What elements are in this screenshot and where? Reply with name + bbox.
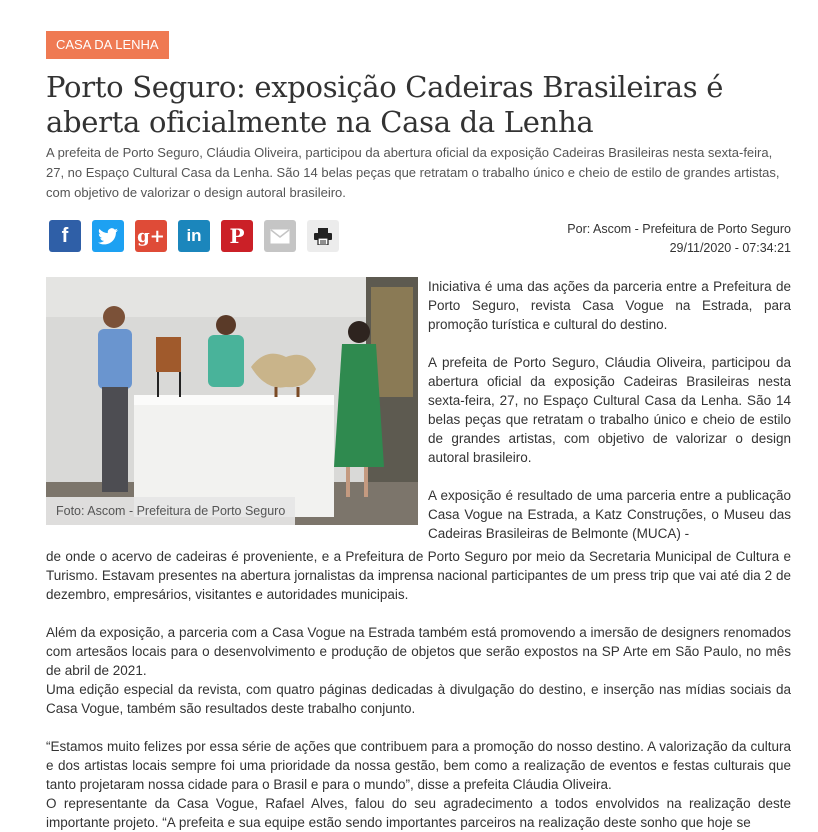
article-meta: [567, 220, 791, 258]
body-paragraph: O representante da Casa Vogue, Rafael Alves, falou do seu agradecimento a todos envolvidos na realização deste importante projeto. “A prefeita e sua equipe estão sendo importantes parceiros na realização deste sonho que hoje se: [46, 796, 791, 830]
linkedin-icon: in: [186, 226, 202, 245]
email-share-button[interactable]: [264, 220, 296, 252]
twitter-icon: [98, 228, 118, 245]
article-photo[interactable]: [46, 277, 418, 525]
envelope-icon: [270, 229, 290, 244]
body-paragraph: Além da exposição, a parceria com a Casa Vogue na Estrada também está promovendo a imersão de designers renomados com artesãos locais para o desenvolvimento e produção de objetos que serão expostos na SP Arte em São Paulo, no mês de abril de 2021.: [46, 625, 791, 678]
linkedin-share-button[interactable]: [178, 220, 210, 252]
facebook-icon: f: [61, 224, 69, 247]
article-author: Por: Ascom - Prefeitura de Porto Seguro: [567, 222, 791, 236]
body-paragraph: Uma edição especial da revista, com quatro páginas dedicadas à divulgação do destino, e inserção nas mídias sociais da Casa Vogue, também são resultados deste trabalho conjunto.: [46, 682, 791, 716]
body-paragraph: Iniciativa é uma das ações da parceria entre a Prefeitura de Porto Seguro, revista Casa Vogue na Estrada, para promoção turística e cultural do destino.: [428, 279, 791, 332]
category-tag[interactable]: CASA DA LENHA: [46, 31, 169, 59]
pinterest-icon: P: [229, 224, 245, 248]
article-title: Porto Seguro: exposição Cadeiras Brasileiras é aberta oficialmente na Casa da Lenha: [46, 70, 724, 139]
twitter-share-button[interactable]: [92, 220, 124, 252]
exhibition-photo-illustration: [46, 277, 418, 525]
article-summary: A prefeita de Porto Seguro, Cláudia Oliveira, participou da abertura oficial da exposição Cadeiras Brasileiras nesta sexta-feira, 27, no Espaço Cultural Casa da Lenha. São 14 belas peças que retratam o trabalho único e cheio de estilo de grandes artistas, com objetivo de valorizar o design autoral brasileiro.: [46, 145, 780, 200]
photo-caption: Foto: Ascom - Prefeitura de Porto Seguro: [46, 497, 295, 525]
printer-icon: [314, 228, 332, 245]
googleplus-share-button[interactable]: [135, 220, 167, 252]
pinterest-share-button[interactable]: [221, 220, 253, 252]
body-paragraph: “Estamos muito felizes por essa série de ações que contribuem para a promoção do nosso destino. A valorização da cultura e dos artistas locais sempre foi uma prioridade da nossa gestão, bem como a realização de eventos e festas culturais que tanto projetaram nossa cidade para o Brasil e para o mundo”, disse a prefeita Cláudia Oliveira.: [46, 739, 791, 792]
googleplus-icon: g+: [137, 225, 165, 247]
body-paragraph: A exposição é resultado de uma parceria entre a publicação Casa Vogue na Estrada, a Katz Construções, o Museu das Cadeiras Brasileiras de Belmonte (MUCA) -: [428, 488, 791, 541]
print-button[interactable]: [307, 220, 339, 252]
article-body-full: [46, 547, 791, 832]
facebook-share-button[interactable]: [49, 220, 81, 252]
body-paragraph: de onde o acervo de cadeiras é proveniente, e a Prefeitura de Porto Seguro por meio da Secretaria Municipal de Cultura e Turismo. Estavam presentes na abertura jornalistas da imprensa nacional participantes de um press trip que vai até dia 2 de dezembro, empresários, visitantes e autoridades municipais.: [46, 549, 791, 602]
share-bar: [49, 220, 339, 252]
article-datetime: 29/11/2020 - 07:34:21: [669, 241, 791, 255]
body-paragraph: A prefeita de Porto Seguro, Cláudia Oliveira, participou da abertura oficial da exposição Cadeiras Brasileiras nesta sexta-feira, 27, no Espaço Cultural Casa da Lenha. São 14 belas peças que retratam o trabalho único e cheio de estilo de grandes artistas, com objetivo de valorizar o design autoral brasileiro.: [428, 355, 791, 465]
article-body-right: [428, 277, 791, 543]
